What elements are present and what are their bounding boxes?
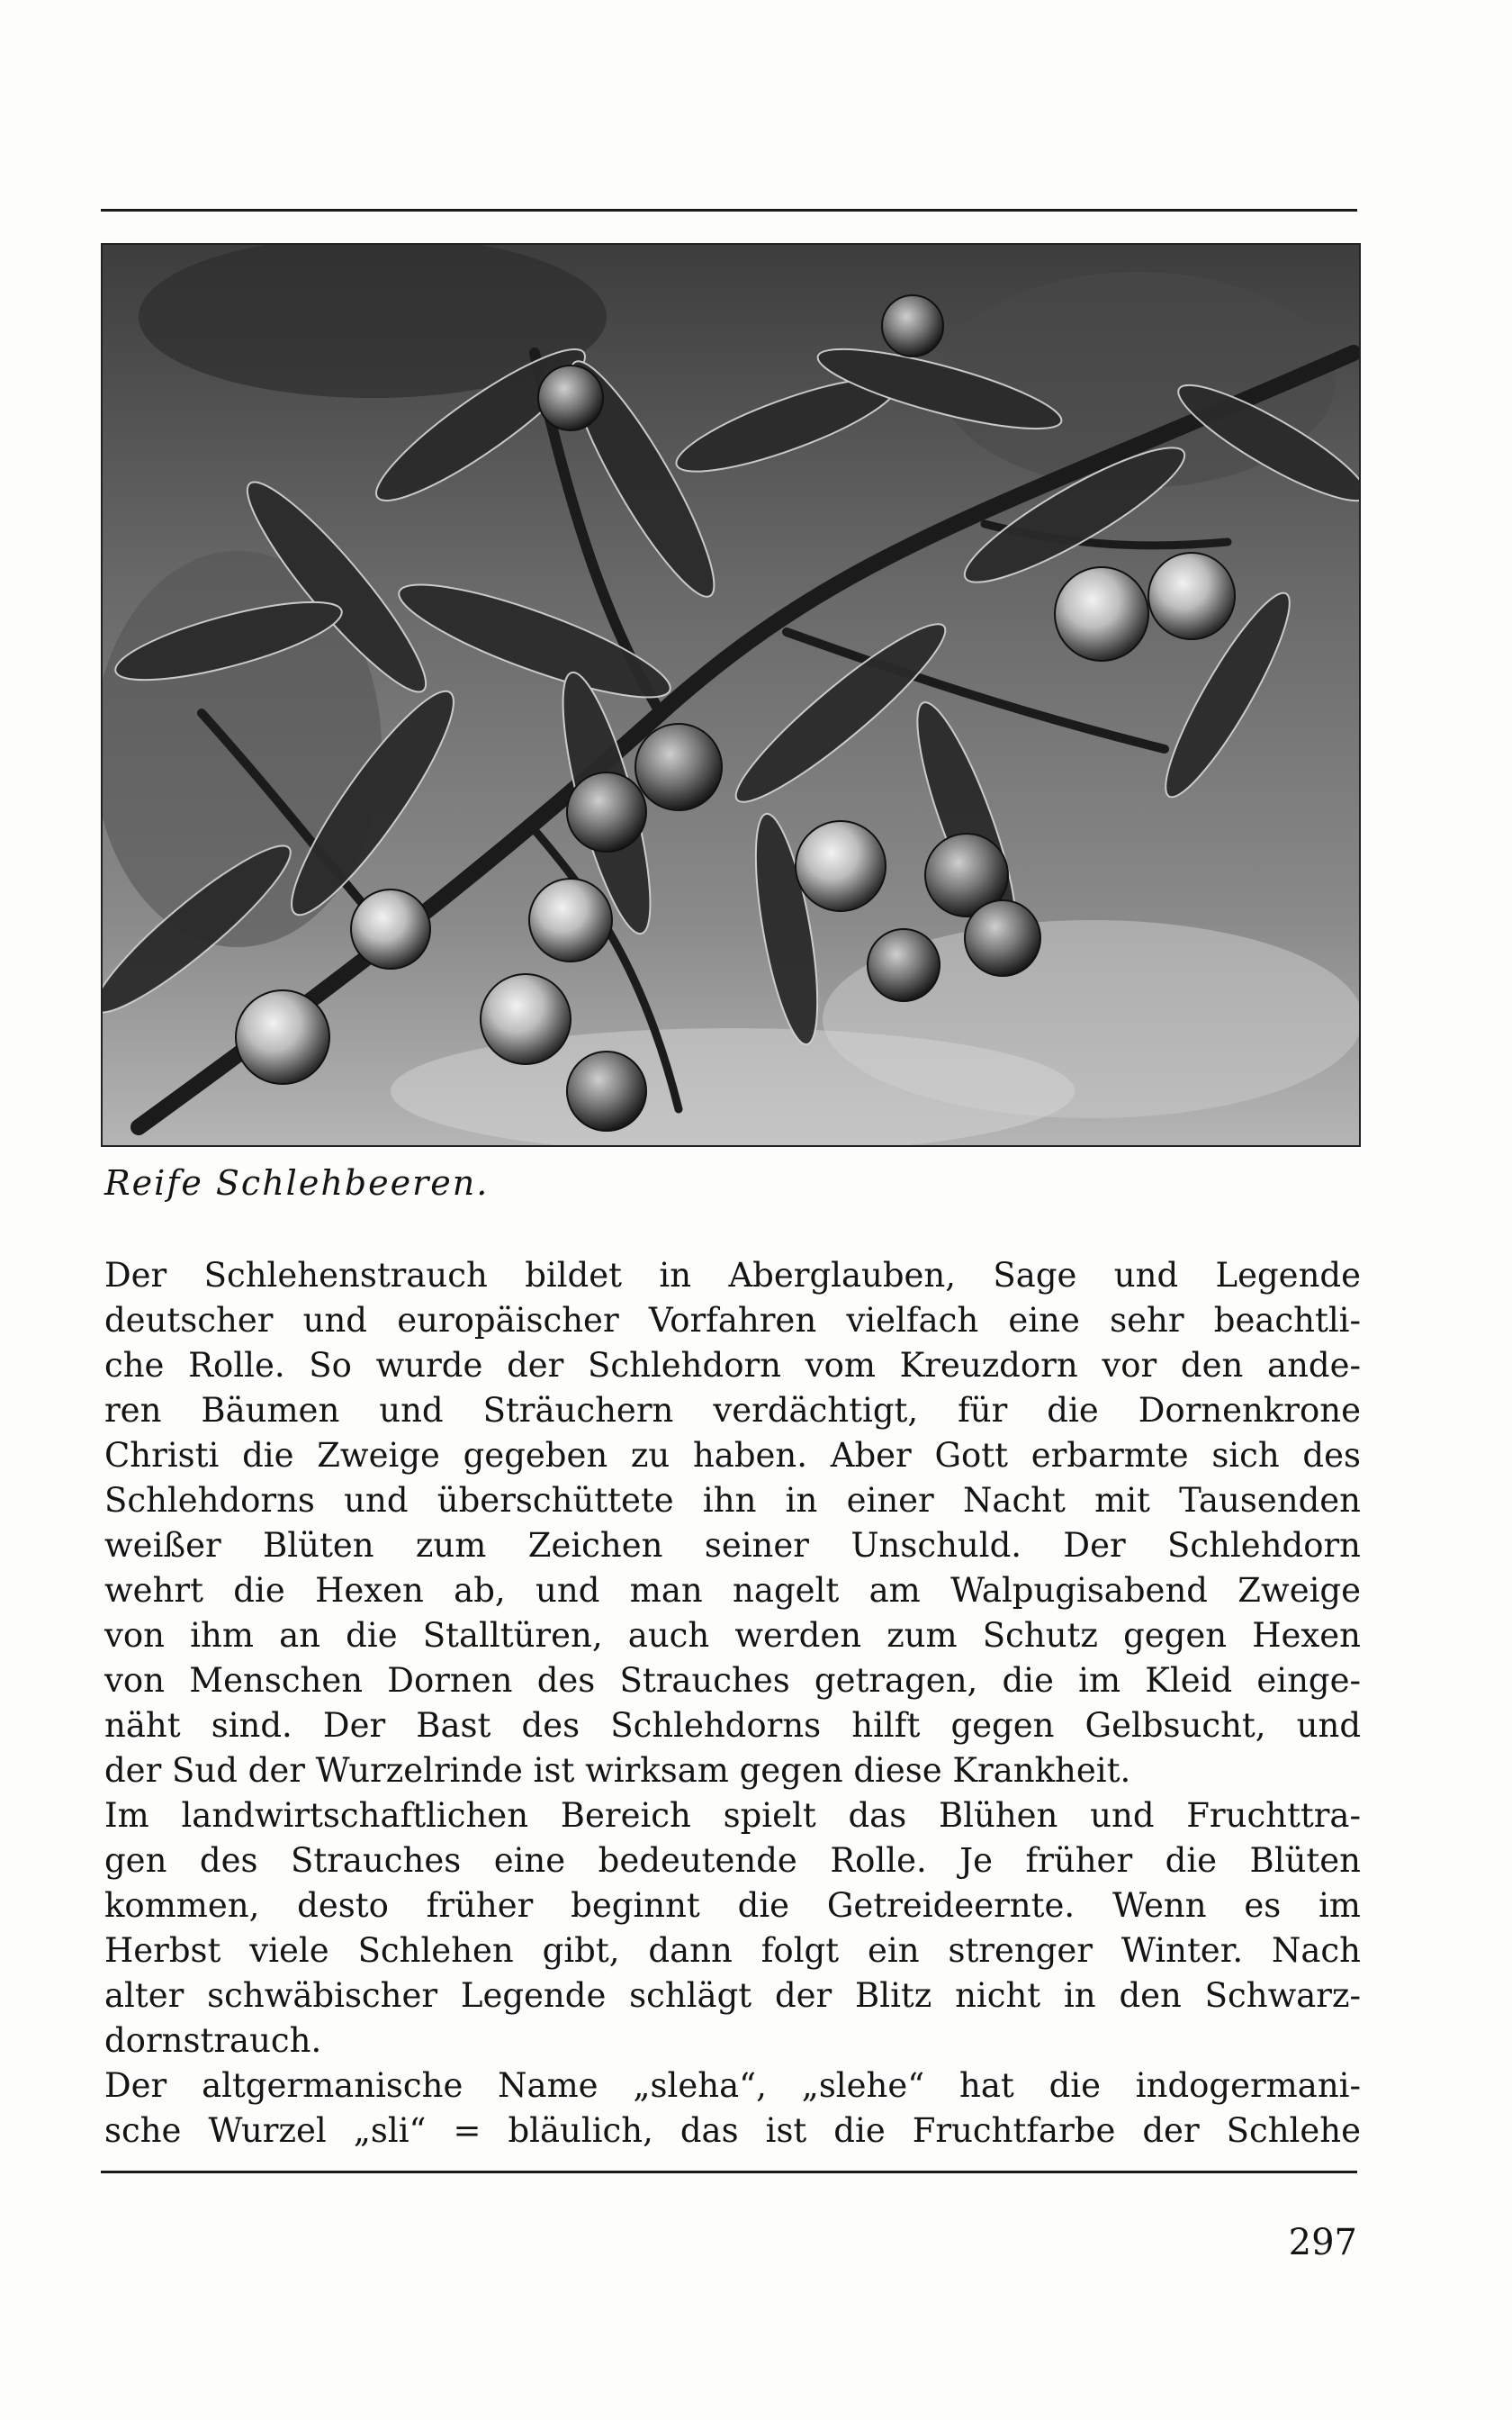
- text-line: Im landwirtschaftlichen Bereich spielt das Blühen und Fruchttra-: [104, 1796, 1361, 1835]
- body-paragraph: [104, 1253, 1361, 2154]
- photo-ripe-sloe-berries: [101, 243, 1361, 1147]
- text-line: kommen, desto früher beginnt die Getreideernte. Wenn es im: [104, 1886, 1361, 1925]
- text-line: Der Schlehenstrauch bildet in Aberglauben, Sage und Legende: [104, 1256, 1361, 1295]
- bottom-rule: [101, 2171, 1357, 2173]
- text-line: von Menschen Dornen des Strauches getragen, die im Kleid einge-: [104, 1661, 1361, 1700]
- figure-caption: Reife Schlehbeeren.: [104, 1163, 490, 1203]
- text-line: che Rolle. So wurde der Schlehdorn vom Kreuzdorn vor den ande-: [104, 1346, 1361, 1385]
- text-line: gen des Strauches eine bedeutende Rolle. Je früher die Blüten: [104, 1841, 1361, 1880]
- text-line: Der altgermanische Name „sleha“, „slehe“ hat die indogermani-: [104, 2066, 1361, 2105]
- text-line: von ihm an die Stalltüren, auch werden zum Schutz gegen Hexen: [104, 1616, 1361, 1655]
- text-line: deutscher und europäischer Vorfahren vielfach eine sehr beachtli-: [104, 1301, 1361, 1340]
- sloe-branch-image: [103, 245, 1359, 1145]
- text-line: alter schwäbischer Legende schlägt der Blitz nicht in den Schwarz-: [104, 1976, 1361, 2015]
- text-line: der Sud der Wurzelrinde ist wirksam gegen diese Krankheit.: [104, 1751, 1131, 1790]
- text-line: sche Wurzel „sli“ = bläulich, das ist die Fruchtfarbe der Schlehe: [104, 2111, 1361, 2150]
- text-line: ren Bäumen und Sträuchern verdächtigt, für die Dornenkrone: [104, 1391, 1361, 1430]
- text-line: Herbst viele Schlehen gibt, dann folgt ein strenger Winter. Nach: [104, 1931, 1361, 1970]
- text-line: dornstrauch.: [104, 2021, 322, 2060]
- page-number: 297: [1288, 2222, 1357, 2263]
- text-line: wehrt die Hexen ab, und man nagelt am Walpugisabend Zweige: [104, 1571, 1361, 1610]
- text-line: Christi die Zweige gegeben zu haben. Aber Gott erbarmte sich des: [104, 1436, 1361, 1475]
- text-line: näht sind. Der Bast des Schlehdorns hilft gegen Gelbsucht, und: [104, 1706, 1361, 1745]
- text-line: weißer Blüten zum Zeichen seiner Unschuld. Der Schlehdorn: [104, 1526, 1361, 1565]
- top-rule: [101, 209, 1357, 212]
- text-line: Schlehdorns und überschüttete ihn in einer Nacht mit Tausenden: [104, 1481, 1361, 1520]
